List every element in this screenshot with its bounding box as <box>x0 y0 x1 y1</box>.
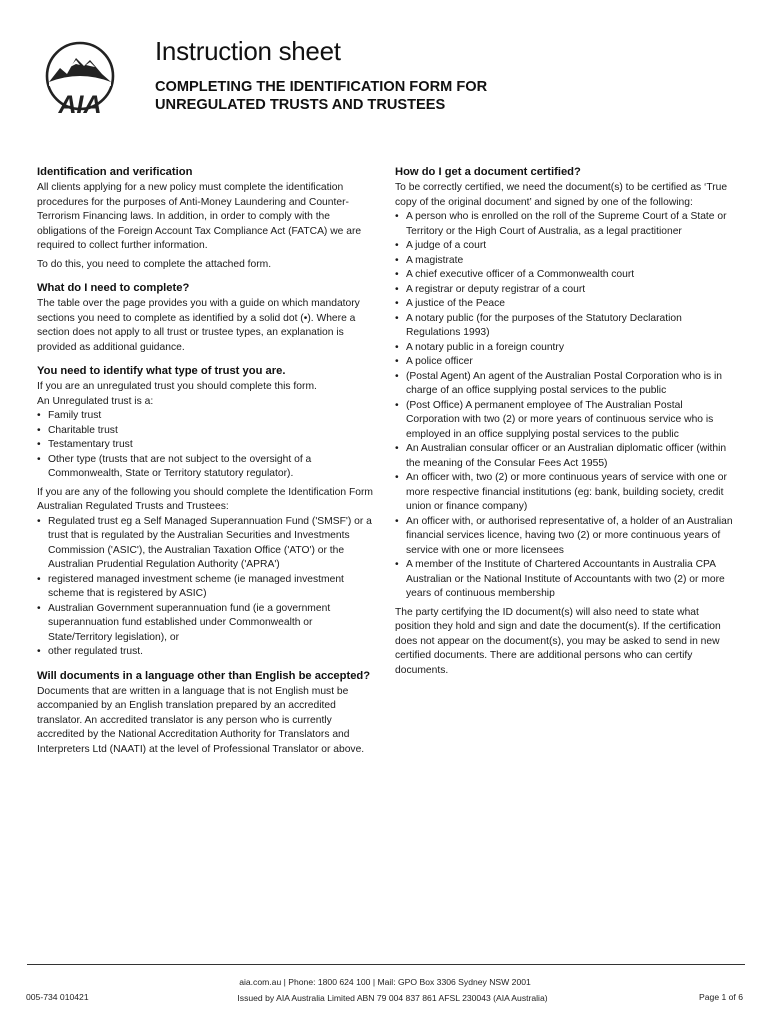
paragraph: The party certifying the ID document(s) will also need to state what position they hold and sign and date the document(s). If the certification does not appear on the document(s), you may be asked to send in new certified documents. There are additional persons who can certify documents. <box>395 606 721 676</box>
list-item: • An Australian consular officer or an Australian diplomatic officer (within the meaning of the Consular Fees Act 1955) <box>395 442 735 471</box>
paragraph: To do this, you need to complete the attached form. <box>37 258 272 270</box>
list-item: • Other type (trusts that are not subject to the oversight of a Commonwealth, State or Territory statutory regulator). <box>37 453 377 482</box>
list-item: • An officer with, two (2) or more continuous years of service with one or more respective financial institutions (eg: bank, building society, credit union or finance company) <box>395 471 735 515</box>
list-item: • other regulated trust. <box>37 645 377 660</box>
issuer-statement: Issued by AIA Australia Limited ABN 79 004 837 861 AFSL 230043 (AIA Australia) <box>237 993 548 1003</box>
section-heading: You need to identify what type of trust you are. <box>37 365 286 377</box>
certifier-list <box>395 210 735 602</box>
section-heading: Identification and verification <box>37 166 193 178</box>
footer-divider <box>27 964 745 965</box>
list-item: • A police officer <box>395 355 735 370</box>
paragraph: If you are any of the following you should complete the Identification Form Australian Regulated Trusts and Trustees: <box>37 486 373 512</box>
subtitle-line: UNREGULATED TRUSTS AND TRUSTEES <box>155 97 446 113</box>
trust-type-list <box>37 409 377 482</box>
list-item: • A member of the Institute of Chartered Accountants in Australia CPA Australian or the National Institute of Accountants with two (2) or more years of continuous membership <box>395 558 735 602</box>
paragraph: The table over the page provides you with a guide on which mandatory sections you need to complete as identified by a solid dot (•). Where a section does not apply to all trust or trustee types, an explanation is provided as additional guidance. <box>37 298 360 353</box>
list-item: • (Post Office) A permanent employee of The Australian Postal Corporation with two (2) or more years of continuous service who is employed in an office supplying postal services to the public <box>395 399 735 443</box>
list-item: • registered managed investment scheme (ie managed investment scheme that is registered by ASIC) <box>37 573 377 602</box>
list-item: • Family trust <box>37 409 377 424</box>
list-item: • A registrar or deputy registrar of a court <box>395 283 735 298</box>
page-title: Instruction sheet <box>155 36 341 66</box>
regulated-trust-list <box>37 515 377 660</box>
list-item: • An officer with, or authorised representative of, a holder of an Australian financial services licence, having two (2) or more continuous years of service with one or more licensees <box>395 515 735 559</box>
list-item: • A notary public (for the purposes of the Statutory Declaration Regulations 1993) <box>395 312 735 341</box>
list-item: • A chief executive officer of a Commonwealth court <box>395 268 735 283</box>
list-item: • A person who is enrolled on the roll of the Supreme Court of a State or Territory or the High Court of Australia, as a legal practitioner <box>395 210 735 239</box>
footer-contact: aia.com.au | Phone: 1800 624 100 | Mail: GPO Box 3306 Sydney NSW 2001 <box>239 977 531 987</box>
list-item: • A notary public in a foreign country <box>395 341 735 356</box>
aia-logo <box>40 40 120 126</box>
left-column <box>37 165 377 757</box>
list-item: • (Postal Agent) An agent of the Australian Postal Corporation who is in charge of an office supplying postal services to the public <box>395 370 735 399</box>
paragraph: An Unregulated trust is a: <box>37 395 154 407</box>
list-item: • A judge of a court <box>395 239 735 254</box>
list-item: • Charitable trust <box>37 424 377 439</box>
paragraph: To be correctly certified, we need the document(s) to be certified as ‘True copy of the original document’ and signed by one of the following: <box>395 182 728 208</box>
subtitle-line: COMPLETING THE IDENTIFICATION FORM FOR <box>155 79 488 95</box>
section-heading: How do I get a document certified? <box>395 166 581 178</box>
section-heading: Will documents in a language other than English be accepted? <box>37 669 371 682</box>
list-item: • A justice of the Peace <box>395 297 735 312</box>
section-heading: What do I need to complete? <box>37 282 190 294</box>
document-code: 005-734 010421 <box>26 992 89 1002</box>
list-item: • Testamentary trust <box>37 438 377 453</box>
paragraph: Documents that are written in a language that is not English must be accompanied by an English translation prepared by an accredited translator. An accredited translator is any person who is currently accredited by the National Accreditation Authority for Translators and Interpreters Ltd (NAATI) at the level of Professional Translator or above. <box>37 685 365 755</box>
page-number: Page 1 of 6 <box>699 992 743 1002</box>
paragraph: All clients applying for a new policy must complete the identification procedures for the purposes of Anti-Money Laundering and Counter-Terrorism Financing laws. In addition, in order to comply with the obligations of the Foreign Account Tax Compliance Act (FATCA) we are required to collect further information. <box>37 182 362 251</box>
list-item: • Australian Government superannuation fund (ie a government superannuation fund established under Commonwealth or State/Territory legislation), or <box>37 602 377 646</box>
list-item: • Regulated trust eg a Self Managed Superannuation Fund ('SMSF') or a trust that is regulated by the Australian Securities and Investments Commission ('ASIC'), the Australian Taxation Office ('ATO') or the Australian Prudential Regulation Authority ('APRA') <box>37 515 377 573</box>
paragraph: If you are an unregulated trust you should complete this form. <box>37 381 317 392</box>
page-subtitle <box>155 78 655 114</box>
logo-wordmark: AIA <box>58 91 102 119</box>
right-column <box>395 165 735 678</box>
list-item: • A magistrate <box>395 254 735 269</box>
